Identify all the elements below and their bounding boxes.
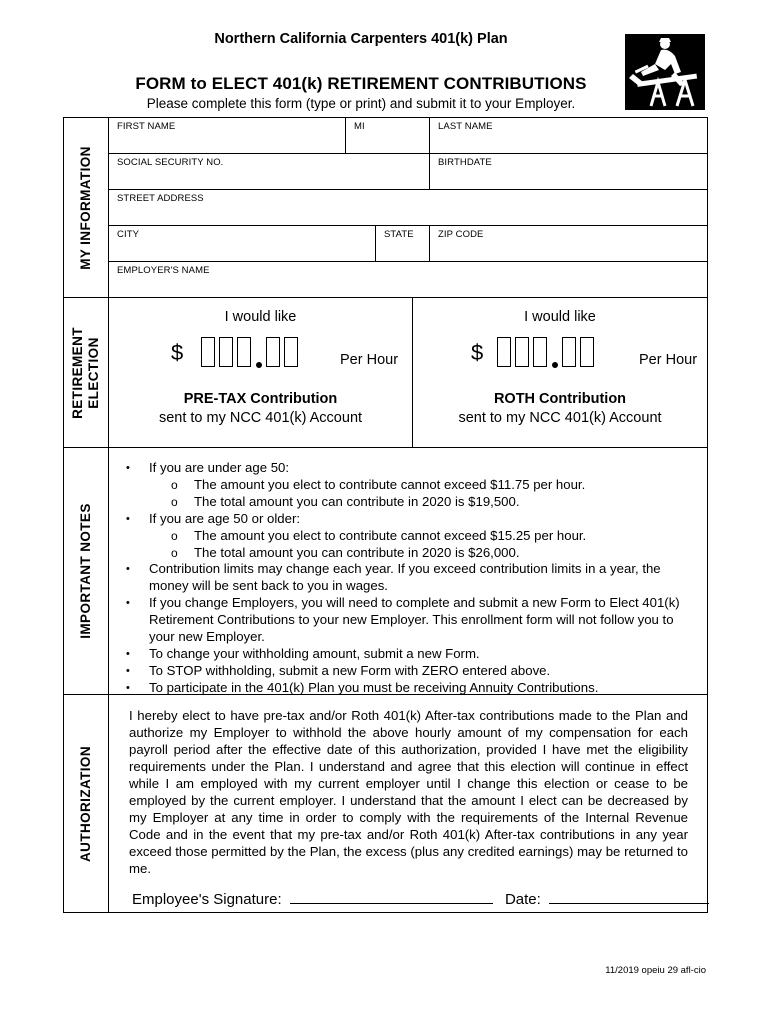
employer-name-label: EMPLOYER'S NAME: [117, 265, 210, 276]
date-label: Date:: [504, 891, 541, 908]
ssn-row: [109, 154, 707, 190]
authorization-text: I hereby elect to have pre-tax and/or Roth 401(k) After-tax contributions made to the Plan and authorize my Employer to withhold the above hourly amount of my compensation for each payroll period after the effective date of this authorization, provided I have met the eligibility requirements under the Plan. I understand and agree that this election will continue in effect while I am employed with my current employer until I change this election or cease to be employed by the current employer. I understand that the amount I elect can be decreased by my Employer at any time in order to comply with the requirements of the Internal Revenue Code and in the event that my pre-tax and/or Roth 401(k) After-tax contributions in any year exceed those permitted by the Plan, the excess (plus any credited earnings) may be returned to me.: [129, 708, 688, 876]
my-information-section: [64, 118, 707, 298]
state-field[interactable]: [375, 226, 429, 262]
first-name-field[interactable]: [109, 118, 345, 154]
pretax-dollar-digit-2[interactable]: [219, 337, 233, 367]
roth-subtitle: sent to my NCC 401(k) Account: [458, 410, 662, 426]
sub-bullet-icon: o: [171, 477, 178, 492]
last-name-field[interactable]: [429, 118, 707, 154]
roth-decimal-point: [552, 362, 558, 368]
list-item: [109, 528, 684, 545]
retirement-election-label-line2: ELECTION: [86, 336, 101, 409]
list-item: [109, 511, 684, 528]
zip-code-label: ZIP CODE: [438, 229, 484, 240]
birthdate-label: BIRTHDATE: [438, 157, 492, 168]
roth-cents-digit-1[interactable]: [562, 337, 576, 367]
list-item: [109, 663, 684, 680]
sub-bullet-icon: o: [171, 545, 178, 560]
list-item: [109, 545, 684, 562]
pretax-subtitle: sent to my NCC 401(k) Account: [158, 410, 363, 426]
signature-line: [132, 890, 709, 908]
bullet-icon: •: [126, 462, 130, 474]
note-under-50: If you are under age 50:: [149, 460, 290, 475]
election-form: [63, 117, 708, 913]
roth-election: [412, 298, 707, 447]
street-address-label: STREET ADDRESS: [117, 193, 204, 204]
note-stop-withholding: To STOP withholding, submit a new Form with ZERO entered above.: [149, 662, 551, 678]
name-row: [109, 118, 707, 154]
retirement-election-label-line1: RETIREMENT: [70, 326, 85, 419]
bullet-icon: •: [126, 664, 130, 677]
list-item: [109, 477, 684, 494]
roth-title: ROTH Contribution: [493, 391, 627, 407]
pretax-intro: I would like: [224, 309, 297, 325]
sub-bullet-icon: o: [171, 528, 178, 543]
my-information-label-cell: [64, 118, 109, 297]
city-row: [109, 226, 707, 262]
signature-field[interactable]: [290, 890, 493, 904]
pretax-election: [109, 298, 412, 447]
city-field[interactable]: [109, 226, 375, 262]
form-title: FORM to ELECT 401(k) RETIREMENT CONTRIBUTIONS: [135, 74, 587, 93]
list-item: [109, 494, 684, 511]
zip-code-field[interactable]: [429, 226, 707, 262]
notes-list: [109, 460, 684, 697]
pretax-title: PRE-TAX Contribution: [183, 391, 338, 407]
list-item: [109, 460, 684, 477]
pretax-decimal-point: [256, 362, 262, 368]
important-notes-section: [64, 448, 707, 695]
note-over-50-limit: The amount you elect to contribute cannot exceed $15.25 per hour.: [194, 527, 587, 543]
ssn-label: SOCIAL SECURITY NO.: [117, 157, 224, 168]
note-change-withholding: To change your withholding amount, submit a new Form.: [149, 645, 480, 661]
ssn-field[interactable]: [109, 154, 429, 190]
state-label: STATE: [384, 229, 414, 240]
first-name-label: FIRST NAME: [117, 121, 176, 132]
list-item: [109, 646, 684, 663]
birthdate-field[interactable]: [429, 154, 707, 190]
form-code: 11/2019 opeiu 29 afl-cio: [605, 965, 706, 976]
city-label: CITY: [117, 229, 140, 240]
roth-per-hour: Per Hour: [639, 352, 698, 368]
bullet-icon: •: [126, 647, 130, 660]
form-instructions: Please complete this form (type or print) and submit it to your Employer.: [146, 96, 576, 111]
bullet-icon: •: [126, 563, 130, 576]
roth-cents-digit-2[interactable]: [580, 337, 594, 367]
bullet-icon: •: [126, 512, 130, 525]
roth-intro: I would like: [524, 309, 596, 325]
pretax-cents-digit-2[interactable]: [284, 337, 298, 367]
important-notes-label: IMPORTANT NOTES: [78, 503, 93, 639]
pretax-cents-digit-1[interactable]: [266, 337, 280, 367]
my-information-label: MY INFORMATION: [78, 145, 93, 270]
note-limits-change: Contribution limits may change each year. If you exceed contribution limits in a year, the money will be sent back to you in wages.: [149, 561, 661, 594]
mi-label: MI: [354, 121, 365, 132]
note-over-50: If you are age 50 or older:: [149, 510, 301, 526]
employer-name-field[interactable]: [109, 262, 707, 298]
signature-label: Employee's Signature:: [132, 891, 282, 908]
retirement-election-label-cell: [64, 298, 109, 447]
authorization-label: AUTHORIZATION: [78, 745, 93, 862]
date-field[interactable]: [549, 890, 709, 904]
note-under-50-total: The total amount you can contribute in 2020 is $19,500.: [194, 493, 520, 509]
authorization-section: [64, 695, 707, 912]
pretax-dollar-digit-3[interactable]: [237, 337, 251, 367]
roth-dollar-sign: $: [471, 340, 484, 365]
sub-bullet-icon: o: [171, 494, 178, 509]
pretax-per-hour: Per Hour: [340, 352, 399, 368]
bullet-icon: •: [126, 681, 130, 694]
authorization-label-cell: [64, 695, 109, 912]
roth-dollar-digit-3[interactable]: [533, 337, 547, 367]
bullet-icon: •: [126, 597, 130, 610]
note-over-50-total: The total amount you can contribute in 2020 is $26,000.: [194, 544, 520, 560]
note-change-employers: If you change Employers, you will need to complete and submit a new Form to Elect 401(k) Retirement Contributions to your new Employer. This enrollment form will not follow you to your new Employer.: [149, 595, 680, 645]
roth-dollar-digit-2[interactable]: [515, 337, 529, 367]
plan-name: Northern California Carpenters 401(k) Plan: [214, 31, 508, 47]
note-under-50-limit: The amount you elect to contribute cannot exceed $11.75 per hour.: [194, 476, 586, 492]
retirement-election-section: [64, 298, 707, 448]
street-address-field[interactable]: [109, 190, 707, 226]
note-participate: To participate in the 401(k) Plan you must be receiving Annuity Contributions.: [149, 679, 599, 695]
pretax-dollar-digit-1[interactable]: [201, 337, 215, 367]
street-row: [109, 190, 707, 226]
mi-field[interactable]: [345, 118, 429, 154]
pretax-dollar-sign: $: [171, 340, 184, 365]
list-item: [109, 561, 684, 595]
important-notes-label-cell: [64, 448, 109, 694]
employer-row: [109, 262, 707, 298]
carpenter-logo-icon: [625, 34, 705, 110]
list-item: [109, 595, 684, 646]
last-name-label: LAST NAME: [438, 121, 493, 132]
retirement-election-label: [70, 327, 102, 419]
roth-dollar-digit-1[interactable]: [497, 337, 511, 367]
